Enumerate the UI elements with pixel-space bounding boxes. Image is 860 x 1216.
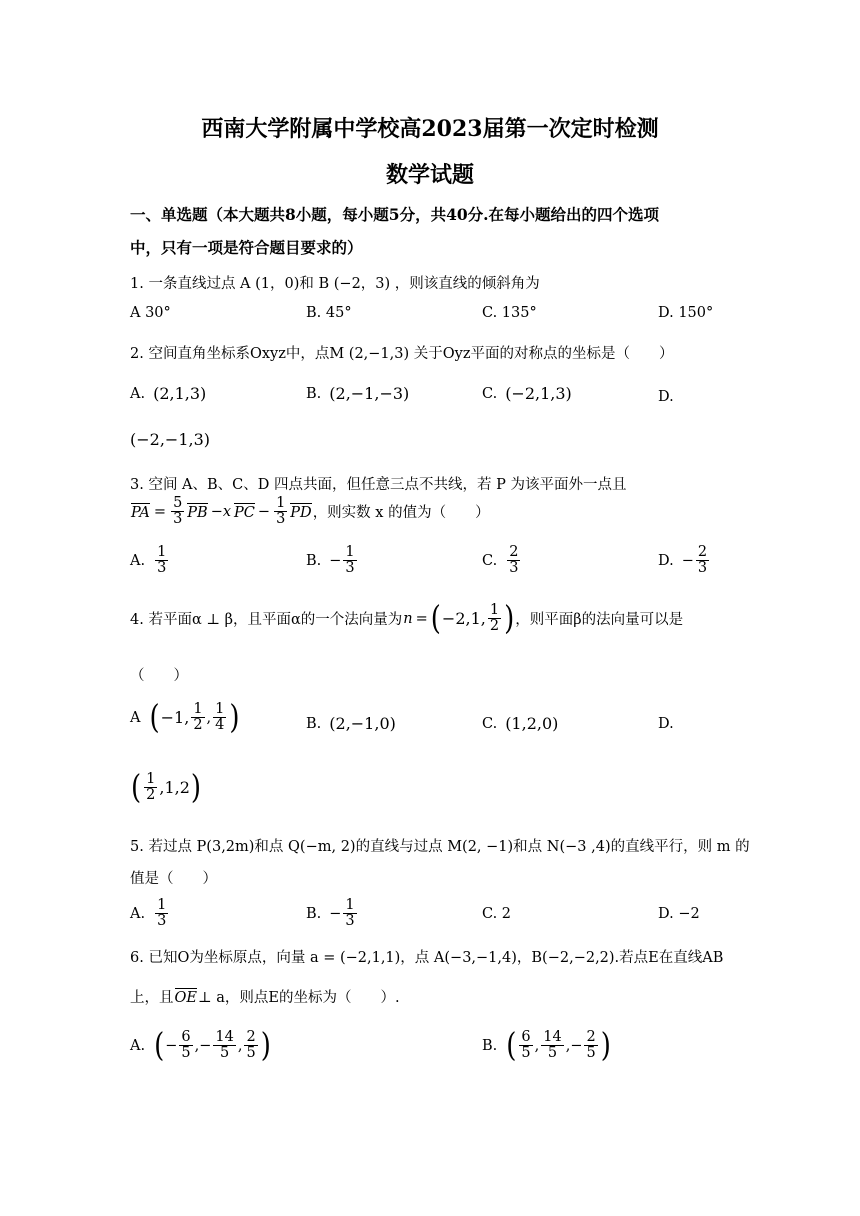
- q6-a-open: (: [154, 1026, 165, 1065]
- q5-option-a-frac: [155, 898, 168, 929]
- q5-option-a-label: A.: [130, 905, 146, 922]
- q5-b-sign: −: [329, 905, 342, 922]
- q4-option-a-label: A: [130, 709, 141, 726]
- q3-b-den: 3: [345, 560, 355, 577]
- q3-option-b: [306, 545, 359, 576]
- q1-option-b: B. 45°: [306, 305, 352, 321]
- q6-a-f1n: 6: [181, 1029, 191, 1045]
- q4-a-f2n: 1: [215, 701, 225, 717]
- q1-option-a: A 30°: [130, 305, 171, 321]
- q3-option-c-label: C.: [482, 552, 498, 569]
- q3-option-d-frac: [696, 545, 709, 576]
- q4-normal-vector: n: [403, 611, 413, 628]
- q6-a-s1: −: [165, 1037, 178, 1054]
- q6-stem2-b: ⊥ a，则点E的坐标为（ ）.: [197, 990, 400, 1006]
- q6-option-a-label: A.: [130, 1037, 146, 1054]
- q6-option-a: [130, 1026, 272, 1065]
- q4-a-open: (: [149, 698, 160, 737]
- q4-a-f1d: 2: [193, 717, 203, 734]
- q3-option-c-frac: [507, 545, 520, 576]
- q5-option-a: [130, 898, 170, 929]
- q3-option-a: [130, 545, 170, 576]
- q3-option-a-label: A.: [130, 552, 146, 569]
- q4-paren-close: ): [504, 599, 515, 638]
- q6-a-f1d: 5: [181, 1045, 191, 1062]
- q4-option-c: [482, 714, 558, 733]
- q4-vec-head: −2,1,: [441, 609, 486, 629]
- q6-b-f2d: 5: [547, 1045, 558, 1062]
- q4-paren-open: (: [430, 599, 441, 638]
- q4-option-b-label: B.: [306, 715, 322, 732]
- q1-option-d: D. 150°: [658, 305, 714, 321]
- q6-a-f3d: 5: [246, 1045, 256, 1062]
- q5-option-d: D. −2: [658, 906, 700, 922]
- q6-b-f3d: 5: [586, 1045, 596, 1062]
- q4-d-fn: 1: [146, 771, 156, 787]
- q3-option-d-label: D.: [658, 552, 674, 569]
- q6-stem-line2: [130, 986, 400, 1007]
- q3-a-num: 1: [157, 544, 167, 560]
- q6-stem-line1: 6. 已知O为坐标原点，向量 a = (−2,1,1)，点 A(−3,−1,4)，B(−2,−2,2).若点E在直线AB: [130, 950, 724, 966]
- q1-stem: 1. 一条直线过点 A (1，0)和 B (−2，3) ，则该直线的倾斜角为: [130, 276, 540, 292]
- q2-option-c: [482, 384, 572, 403]
- exam-subtitle: 数学试题: [385, 162, 474, 188]
- q1-option-c: C. 135°: [482, 305, 537, 321]
- q6-b-frac1: [519, 1030, 532, 1061]
- q4-vec-frac: [488, 603, 501, 634]
- q6-a-s2: ,−: [194, 1037, 212, 1054]
- exam-title: 西南大学附属中学校高2023届第一次定时检测: [201, 116, 659, 142]
- q5-b-num: 1: [345, 897, 355, 913]
- q3-equation: [130, 496, 490, 527]
- q3-vec-pa: PA: [131, 504, 150, 521]
- q3-vec-pc: PC: [234, 504, 255, 521]
- q6-a-frac1: [179, 1030, 192, 1061]
- q4-stem-b: ，则平面β的法向量可以是: [515, 612, 684, 629]
- q2-option-d-label: D.: [658, 389, 674, 405]
- q3-d-sign: −: [681, 552, 694, 569]
- q6-b-f3n: 2: [586, 1029, 596, 1045]
- section-header-line1: 一、单选题（本大题共8小题，每小题5分，共40分.在每小题给出的四个选项: [130, 205, 660, 224]
- q6-b-frac2: [541, 1030, 563, 1061]
- q2-option-c-label: C.: [482, 385, 498, 402]
- q5-option-c: C. 2: [482, 906, 512, 922]
- q2-option-a-value: (2,1,3): [153, 384, 207, 403]
- section-header-line2: 中，只有一项是符合题目要求的）: [130, 238, 363, 257]
- q4-d-post: ,1,2: [159, 778, 190, 798]
- q6-b-f1d: 5: [521, 1045, 531, 1062]
- q6-a-f2d: 5: [220, 1045, 230, 1062]
- q4-vec-num: 1: [489, 602, 500, 618]
- q3-vec-pb: PB: [187, 504, 208, 521]
- q3-frac2-den: 3: [276, 511, 286, 528]
- q6-a-f3n: 2: [246, 1029, 256, 1045]
- q6-a-c: ,: [237, 1037, 243, 1054]
- q4-stem-a: 4. 若平面α ⊥ β，且平面α的一个法向量为: [130, 612, 403, 629]
- q2-option-c-value: (−2,1,3): [505, 384, 572, 403]
- q4-option-d-label: D.: [658, 716, 674, 732]
- q3-option-a-frac: [155, 545, 168, 576]
- q6-b-f1n: 6: [521, 1029, 531, 1045]
- q6-vec-oe: OE: [174, 989, 197, 1006]
- q6-a-f2n: 14: [215, 1029, 234, 1045]
- q2-option-b-label: B.: [306, 385, 322, 402]
- q5-option-b-label: B.: [306, 905, 322, 922]
- q3-frac-1-3: [274, 496, 287, 527]
- q4-d-close: ): [190, 768, 202, 807]
- q5-stem-line1: 5. 若过点 P(3,2m)和点 Q(−m, 2)的直线与过点 M(2, −1)和点 N(−3 ,4)的直线平行，则 m 的: [130, 839, 750, 855]
- q4-option-d-value: [130, 768, 202, 807]
- q3-b-num: 1: [345, 544, 355, 560]
- q3-eq-sign: =: [153, 503, 167, 520]
- q3-a-den: 3: [157, 560, 167, 577]
- q5-option-b: [306, 898, 359, 929]
- q6-a-frac2: [213, 1030, 235, 1061]
- q6-b-c1: ,: [534, 1037, 540, 1054]
- q3-minus: −: [257, 503, 271, 520]
- q4-a-f2d: 4: [215, 717, 225, 734]
- q4-option-b-value: (2,−1,0): [329, 714, 396, 733]
- q5-a-den: 3: [157, 913, 167, 930]
- q4-option-c-label: C.: [482, 715, 498, 732]
- q5-a-num: 1: [157, 897, 167, 913]
- q2-option-a-label: A.: [130, 385, 146, 402]
- q5-option-b-frac: [343, 898, 356, 929]
- q4-a-comma: ,: [206, 709, 212, 726]
- q3-frac1-den: 3: [173, 511, 183, 528]
- q6-a-close: ): [260, 1026, 271, 1065]
- q6-option-b-label: B.: [482, 1037, 498, 1054]
- q3-option-b-label: B.: [306, 552, 322, 569]
- q5-b-den: 3: [345, 913, 355, 930]
- q6-b-open: (: [506, 1026, 517, 1065]
- q4-stem: [130, 599, 684, 638]
- q3-tail: ，则实数 x 的值为（ ）: [312, 505, 490, 522]
- q4-d-open: (: [131, 768, 142, 807]
- q3-c-den: 3: [509, 560, 519, 577]
- q2-option-d-value: [130, 430, 210, 449]
- q2-stem: 2. 空间直角坐标系Oxyz中，点M (2,−1,3) 关于Oyz平面的对称点的坐标是（ ）: [130, 346, 674, 362]
- q3-c-num: 2: [509, 544, 519, 560]
- q6-stem2-a: 上，且: [130, 990, 174, 1006]
- q3-option-b-frac: [343, 545, 356, 576]
- q6-option-b: [482, 1026, 612, 1065]
- q3-option-d: [658, 545, 711, 576]
- q4-a-pre: −1,: [160, 708, 190, 728]
- q4-option-c-value: (1,2,0): [505, 714, 559, 733]
- q2-option-d-math: (−2,−1,3): [130, 430, 211, 449]
- q4-a-frac2: [213, 702, 226, 733]
- q4-answer-paren: （ ）: [130, 668, 188, 684]
- q3-vec-pd: PD: [290, 504, 312, 521]
- q4-vec-den: 2: [489, 618, 500, 635]
- q4-a-frac1: [191, 702, 204, 733]
- q2-option-b: [306, 384, 409, 403]
- q3-minus-x: −x: [210, 503, 232, 520]
- q4-d-frac: [144, 772, 157, 803]
- q3-frac-5-3: [171, 496, 184, 527]
- q3-frac2-num: 1: [276, 495, 286, 511]
- q6-a-frac3: [244, 1030, 257, 1061]
- q2-option-b-value: (2,−1,−3): [329, 384, 410, 403]
- q4-a-f1n: 1: [193, 701, 203, 717]
- q3-option-c: [482, 545, 522, 576]
- q6-b-s: ,−: [565, 1037, 583, 1054]
- q2-option-a: [130, 384, 206, 403]
- q4-option-a: [130, 698, 241, 737]
- q6-b-frac3: [584, 1030, 597, 1061]
- q4-d-fd: 2: [146, 787, 156, 804]
- q3-stem: 3. 空间 A、B、C、D 四点共面，但任意三点不共线，若 P 为该平面外一点且: [130, 477, 627, 493]
- q3-frac1-num: 5: [173, 495, 183, 511]
- q3-b-sign: −: [329, 552, 342, 569]
- q4-option-b: [306, 714, 396, 733]
- q6-b-close: ): [600, 1026, 611, 1065]
- q5-stem-line2: 值是（ ）: [130, 871, 217, 887]
- q4-eq-sign: =: [415, 610, 428, 627]
- q6-b-f2n: 14: [543, 1029, 562, 1045]
- q3-d-num: 2: [697, 544, 708, 560]
- q4-a-close: ): [229, 698, 240, 737]
- q3-d-den: 3: [697, 560, 708, 577]
